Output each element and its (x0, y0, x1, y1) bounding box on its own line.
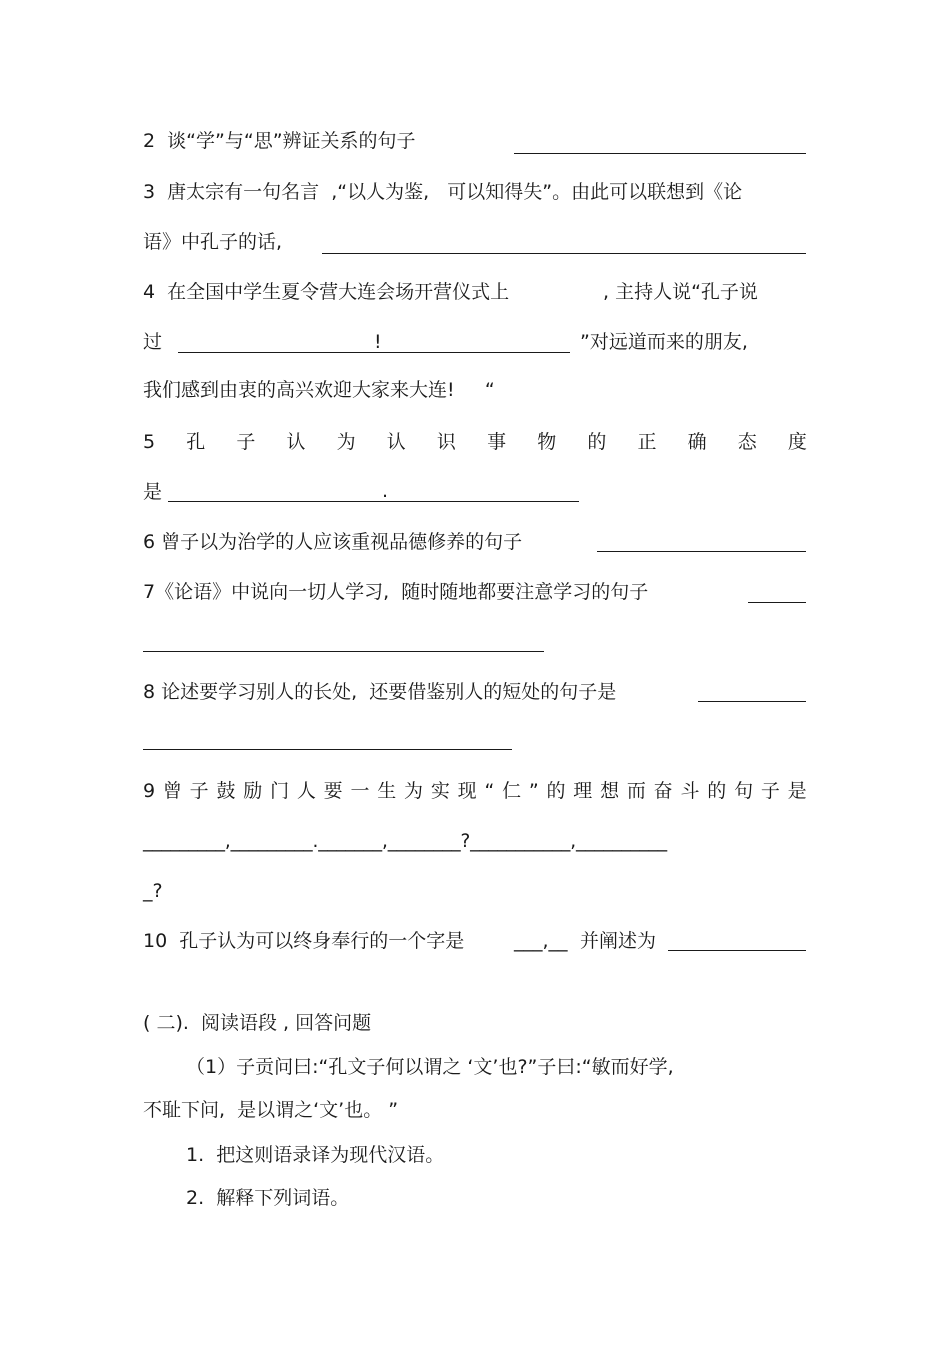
question-10-answer-blank-b[interactable] (668, 950, 806, 951)
section-2-heading: ( 二). 阅读语段 , 回答问题 (143, 1012, 372, 1034)
q5-char: 事 (487, 431, 507, 453)
question-7-answer-blank-a[interactable] (748, 602, 806, 603)
question-10-text-a: 10 孔子认为可以终身奉行的一个字是 (143, 930, 465, 952)
question-5-text-line1 (143, 430, 807, 454)
q9-char: 奋 (653, 780, 673, 802)
task-2: 2. 解释下列词语。 (186, 1187, 350, 1209)
q5-char: 确 (687, 431, 707, 453)
q5-char: 态 (737, 431, 757, 453)
question-7-answer-blank-b[interactable] (143, 651, 544, 652)
question-3-text-line2: 语》中孔子的话, (143, 231, 283, 253)
q9-char: 门 (270, 780, 290, 802)
question-7-text: 7《论语》中说向一切人学习, 随时随地都要注意学习的句子 (143, 581, 649, 603)
question-4-text-line1a: 4 在全国中学生夏令营大连会场开营仪式上 (143, 281, 510, 303)
question-9-text-line1 (143, 779, 807, 803)
q5-char: 子 (236, 431, 256, 453)
question-5-dot: . (382, 480, 389, 502)
q9-char: 而 (626, 780, 646, 802)
question-6-text: 6 曾子以为治学的人应该重视品德修养的句子 (143, 531, 523, 553)
q5-char: 孔 (186, 431, 206, 453)
q9-char: 励 (243, 780, 263, 802)
passage-line1: （1）子贡问曰:“孔文子何以谓之 ‘文’也?”子曰:“敏而好学, (186, 1056, 674, 1078)
q9-char: 现 (457, 780, 477, 802)
q9-char: 的 (707, 780, 727, 802)
question-8-text: 8 论述要学习别人的长处, 还要借鉴别人的短处的句子是 (143, 681, 617, 703)
q9-char: 理 (573, 780, 593, 802)
q9-char: 曾 (162, 780, 182, 802)
question-6-answer-blank[interactable] (597, 551, 806, 552)
q5-char: 为 (336, 431, 356, 453)
question-5-answer-blank[interactable] (168, 501, 579, 502)
q9-char: 实 (430, 780, 450, 802)
q9-char: 为 (404, 780, 424, 802)
question-4-text-line2a: 过 (143, 331, 163, 353)
question-8-answer-blank-a[interactable] (698, 701, 806, 702)
question-4-exclamation: ! (374, 331, 382, 353)
q5-char: 认 (386, 431, 406, 453)
q5-char: 的 (587, 431, 607, 453)
q9-char: 鼓 (216, 780, 236, 802)
question-10-text-b: 并阐述为 (580, 930, 657, 952)
q5-char: 正 (637, 431, 657, 453)
passage-line2: 不耻下问, 是以谓之‘文’也。 ” (143, 1099, 399, 1121)
q9-char: 生 (377, 780, 397, 802)
q9-char: 的 (546, 780, 566, 802)
question-3-text-line1: 3 唐太宗有一句名言 ,“以人为鉴, 可以知得失”。由此可以联想到《论 (143, 181, 743, 203)
q9-char: 仁 (502, 780, 522, 802)
q9-char: 9 (143, 780, 156, 802)
q9-char: 一 (350, 780, 370, 802)
question-2-answer-blank[interactable] (514, 153, 806, 154)
q5-char: 物 (537, 431, 557, 453)
q9-char: 人 (296, 780, 316, 802)
question-10-answer-blank-a[interactable]: ___,__ (514, 930, 568, 952)
q5-char: 识 (436, 431, 456, 453)
q9-char: “ (484, 780, 495, 802)
question-5-text-line2: 是 (143, 481, 163, 503)
question-2-text: 2 谈“学”与“思”辨证关系的句子 (143, 130, 416, 152)
q9-char: 子 (760, 780, 780, 802)
q9-char: 斗 (680, 780, 700, 802)
q5-char: 度 (787, 431, 807, 453)
q9-char: 句 (734, 780, 754, 802)
q9-char: 想 (600, 780, 620, 802)
question-9-answer-blanks-line2[interactable]: _________,_________._______,________?___________,__________ (143, 831, 667, 852)
question-4-text-line3: 我们感到由衷的高兴欢迎大家来大连! “ (143, 379, 495, 401)
question-3-answer-blank[interactable] (322, 253, 806, 254)
question-8-answer-blank-b[interactable] (143, 749, 512, 750)
q9-char: 是 (787, 780, 807, 802)
task-1: 1. 把这则语录译为现代汉语。 (186, 1144, 445, 1166)
q9-char: 子 (189, 780, 209, 802)
q9-char: 要 (323, 780, 343, 802)
question-4-text-line1b: , 主持人说“孔子说 (603, 281, 758, 303)
question-9-answer-blanks-line3[interactable]: _? (143, 880, 163, 902)
q5-char: 5 (143, 431, 156, 453)
q9-char: ” (528, 780, 539, 802)
question-4-text-line2b: ”对远道而来的朋友, (580, 331, 748, 353)
q5-char: 认 (286, 431, 306, 453)
